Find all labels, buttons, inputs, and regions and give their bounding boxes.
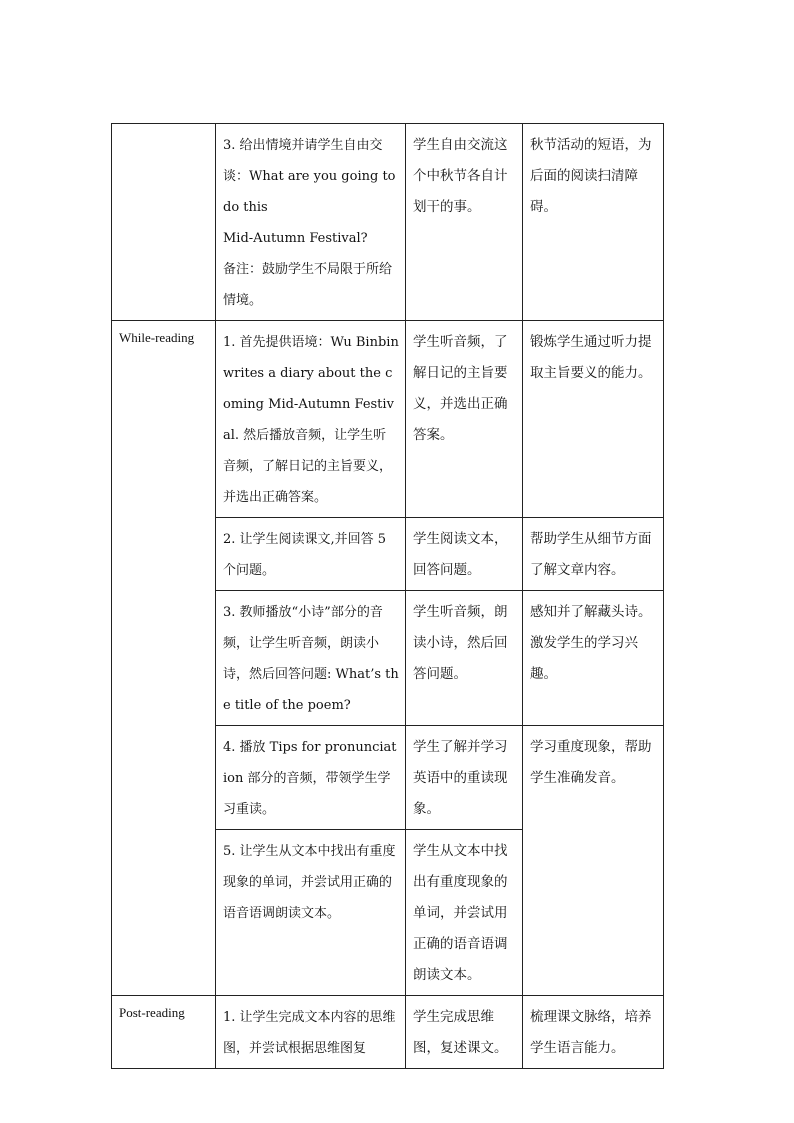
lesson-plan-table — [111, 123, 664, 1069]
table-row — [112, 321, 664, 518]
student-activity-cell: 学生从文本中找出有重度现象的单词，并尝试用正确的语音语调朗读文本。 — [406, 830, 523, 996]
teacher-activity-cell: 4. 播放 Tips for pronunciation 部分的音频，带领学生学习重读。 — [216, 726, 406, 830]
teacher-activity-cell: 5. 让学生从文本中找出有重度现象的单词，并尝试用正确的语音语调朗读文本。 — [216, 830, 406, 996]
stage-cell — [112, 124, 216, 321]
student-activity-cell: 学生阅读文本，回答问题。 — [406, 518, 523, 591]
table-row — [112, 124, 664, 321]
stage-cell: Post-reading — [112, 996, 216, 1069]
design-intent-cell: 锻炼学生通过听力提取主旨要义的能力。 — [523, 321, 664, 518]
table-row — [112, 996, 664, 1069]
stage-cell: While-reading — [112, 321, 216, 996]
design-intent-cell: 梳理课文脉络，培养学生语言能力。 — [523, 996, 664, 1069]
teacher-activity-cell: 2. 让学生阅读课文,并回答 5 个问题。 — [216, 518, 406, 591]
teacher-activity-cell: 3. 教师播放“小诗”部分的音频，让学生听音频，朗读小诗，然后回答问题: What’s the title of the poem? — [216, 591, 406, 726]
student-activity-cell: 学生听音频，朗读小诗，然后回答问题。 — [406, 591, 523, 726]
design-intent-cell: 学习重度现象，帮助学生准确发音。 — [523, 726, 664, 996]
student-activity-cell: 学生了解并学习英语中的重读现象。 — [406, 726, 523, 830]
design-intent-cell: 感知并了解藏头诗。激发学生的学习兴趣。 — [523, 591, 664, 726]
teacher-activity-cell: 1. 首先提供语境：Wu Binbin writes a diary about the coming Mid-Autumn Festival. 然后播放音频，让学生听音频，了解日记的主旨要义，并选出正确答案。 — [216, 321, 406, 518]
design-intent-cell: 帮助学生从细节方面了解文章内容。 — [523, 518, 664, 591]
student-activity-cell: 学生听音频，了解日记的主旨要义，并选出正确答案。 — [406, 321, 523, 518]
teacher-activity-cell: 3. 给出情境并请学生自由交谈：What are you going to do this Mid-Autumn Festival? 备注：鼓励学生不局限于所给情境。 — [216, 124, 406, 321]
student-activity-cell: 学生完成思维图，复述课文。 — [406, 996, 523, 1069]
design-intent-cell: 秋节活动的短语，为后面的阅读扫清障碍。 — [523, 124, 664, 321]
student-activity-cell: 学生自由交流这个中秋节各自计划干的事。 — [406, 124, 523, 321]
teacher-activity-cell: 1. 让学生完成文本内容的思维图，并尝试根据思维图复 — [216, 996, 406, 1069]
